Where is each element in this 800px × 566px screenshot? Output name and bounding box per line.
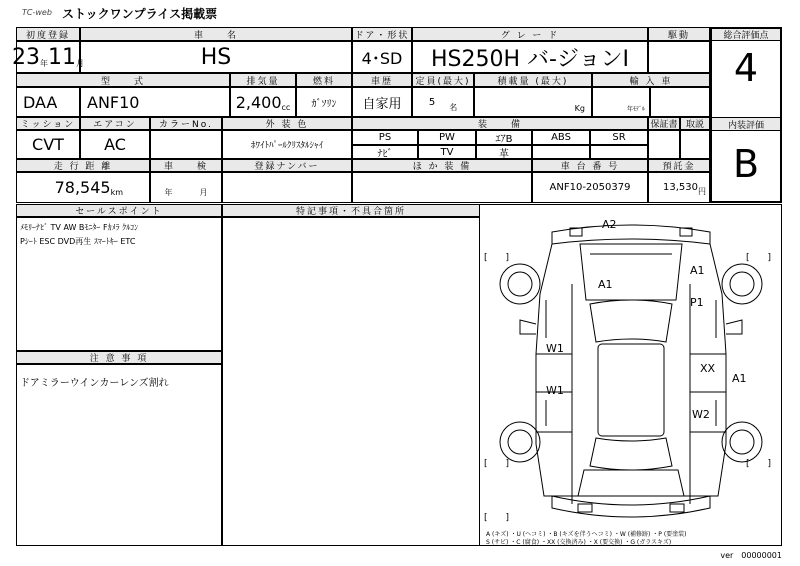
page-title: ストックワンプライス掲載票 (62, 7, 218, 21)
displacement-cell (230, 87, 296, 117)
mark-left-front-door: W1 (546, 342, 564, 355)
inspection-month-unit: 月 (199, 188, 208, 197)
inspection-cell (150, 172, 222, 203)
warranty-value (648, 130, 680, 159)
equip-leather: 革 (476, 145, 532, 159)
door-shape: 4･SD (352, 41, 412, 73)
manual-label: 取説 (680, 117, 710, 130)
aircon-label: エアコン (80, 117, 150, 130)
total-score-label: 総合評価点 (710, 27, 782, 41)
drive-value (648, 41, 710, 73)
inspection-label: 車 検 (150, 159, 222, 172)
drive-label: 駆動 (648, 27, 710, 41)
reg-year-unit: 年 (40, 58, 48, 68)
manual-value (680, 130, 710, 159)
interior-score-label: 内装評価 (710, 117, 782, 131)
equip-tv: TV (418, 145, 476, 159)
equip-airbag: ｴｱB (476, 130, 532, 145)
deposit: 13,530 (663, 182, 698, 193)
bracket-right-bottom: [ ] (746, 459, 772, 469)
load-unit: Kg (574, 104, 585, 113)
total-score: 4 (733, 46, 759, 90)
displacement-unit: cc (281, 102, 291, 112)
first-reg-label: 初度登録 (16, 27, 80, 41)
notes-box (16, 364, 222, 546)
deposit-unit: 円 (698, 187, 706, 196)
capacity-cell (412, 87, 474, 117)
displacement-label: 排気量 (230, 73, 296, 87)
fuel: ｶﾞｿﾘﾝ (296, 87, 352, 117)
equip-ps: PS (352, 130, 418, 145)
mark-right-quarter: A1 (732, 372, 747, 385)
equip-empty-1 (532, 145, 590, 159)
car-damage-diagram (480, 204, 782, 546)
mission: CVT (16, 130, 80, 159)
mileage-unit: km (110, 188, 123, 197)
color-no (150, 130, 222, 159)
capacity-unit: 名 (449, 102, 458, 112)
equip-pw: PW (418, 130, 476, 145)
equip-sr: SR (590, 130, 648, 145)
model: ANF10 (80, 87, 230, 117)
other-equip-label: ほ か 装 備 (352, 159, 532, 172)
sales-points-label: セールスポイント (16, 204, 222, 217)
equip-navi: ﾅﾋﾞ (352, 145, 418, 159)
notes-label: 注 意 事 項 (16, 351, 222, 364)
other-equip-value (352, 172, 532, 203)
load-label: 積載量 (最大) (474, 73, 592, 87)
import-label: 輸 入 車 (592, 73, 710, 87)
plate-label: 登録ナンバー (222, 159, 352, 172)
special-notes-box (222, 217, 480, 546)
sales-line-2: Pｼｰﾄ ESC DVD再生 ｽﾏｰﾄｷｰ ETC (20, 237, 136, 246)
exterior-label: 外 装 色 (222, 117, 352, 130)
color-no-label: カラーNo. (150, 117, 222, 130)
plate-value (222, 172, 352, 203)
first-reg-cell (12, 41, 84, 73)
special-notes-label: 特記事項・不具合箇所 (222, 204, 480, 217)
chassis-label: 車 台 番 号 (532, 159, 648, 172)
exterior-color: ﾎﾜｲﾄﾊﾟｰﾙｸﾘｽﾀﾙｼｬｲ (222, 130, 352, 159)
aircon: AC (80, 130, 150, 159)
reg-year: 23 (12, 44, 40, 70)
bracket-left-bottom: [ ] (484, 459, 510, 469)
bracket-left-top: [ ] (484, 253, 510, 263)
deposit-cell (648, 172, 710, 203)
fuel-label: 燃料 (296, 73, 352, 87)
car-name-label: 車 名 (80, 27, 352, 41)
deposit-label: 預託金 (648, 159, 710, 172)
capacity: 5 (428, 96, 436, 108)
legend-line-2: S (サビ) ・C (腐食) ・XX (交換済み) ・X (要交換) ・G (ガラスキズ) (486, 539, 672, 546)
equip-abs: ABS (532, 130, 590, 145)
inspection-year-unit: 年 (164, 188, 173, 197)
mission-label: ミッション (16, 117, 80, 130)
logo: TC-web (22, 8, 52, 17)
equipment-label: 装 備 (352, 117, 648, 130)
history-label: 車歴 (352, 73, 412, 87)
notes-text: ドアミラーウインカーレンズ割れ (20, 378, 169, 389)
chassis-number: ANF10-2050379 (532, 172, 648, 203)
mark-right-rear-wheel: W2 (692, 408, 710, 421)
door-label: ドア・形状 (352, 27, 412, 41)
version: ver 00000001 (720, 551, 782, 560)
grade-label: グ レ ー ド (412, 27, 648, 41)
import-cell (592, 87, 650, 117)
sales-line-1: ﾒﾓﾘｰﾅﾋﾞ TV AW Bﾓﾆﾀｰ Fｶﾒﾗ ｸﾙｺﾝ (20, 223, 139, 232)
mileage-cell (16, 172, 150, 203)
mileage: 78,545 (54, 178, 111, 197)
mark-left-rear-door: W1 (546, 384, 564, 397)
reg-month-unit: 月 (76, 58, 84, 68)
import-extra-cell (650, 87, 710, 117)
capacity-label: 定員(最大) (412, 73, 474, 87)
mileage-label: 走 行 距 離 (16, 159, 150, 172)
car-name: HS (80, 41, 352, 73)
mark-right-mirror: P1 (690, 296, 704, 309)
mark-hood: A1 (598, 278, 613, 291)
load-cell (474, 87, 592, 117)
history: 自家用 (352, 87, 412, 117)
model-label: 型 式 (16, 73, 230, 87)
warranty-label: 保証書 (648, 117, 680, 130)
model-prefix: DAA (16, 87, 80, 117)
import-note: 年ﾓﾃﾞﾙ (626, 106, 645, 113)
equip-empty-2 (590, 145, 648, 159)
mark-right-fender: A1 (690, 264, 705, 277)
mark-front-bumper: A2 (602, 218, 617, 231)
grade: HS250H バ-ジョンI (412, 41, 648, 73)
interior-score: B (732, 142, 760, 186)
reg-month: 11 (48, 44, 76, 70)
bracket-right-top: [ ] (746, 253, 772, 263)
legend-line-1: A (キズ) ・U (ヘコミ) ・B (キズを伴うヘコミ) ・W (補修跡) ・P (要塗装) (486, 531, 687, 538)
mark-right-rear-door: XX (700, 362, 716, 375)
displacement: 2,400 (235, 92, 282, 112)
bracket-bottom: [ ] (484, 513, 510, 523)
